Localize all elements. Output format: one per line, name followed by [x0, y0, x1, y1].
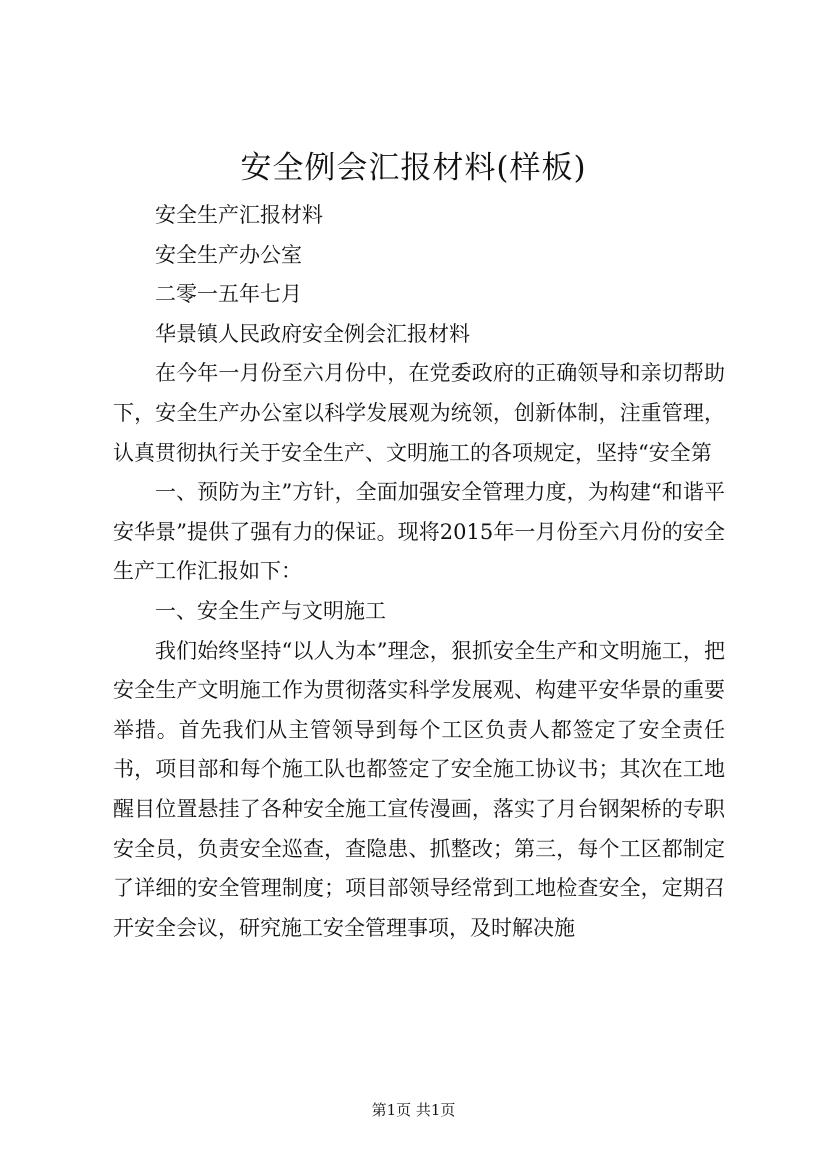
body-paragraph-intro: 在今年一月份至六月份中，在党委政府的正确领导和亲切帮助下，安全生产办公室以科学发展观为统领，创新体制，注重管理，认真贯彻执行关于安全生产、文明施工的各项规定，坚持“安全第 [113, 361, 725, 465]
body-line-subtitle: 华景镇人民政府安全例会汇报材料 [155, 321, 470, 346]
body-paragraph-policy: 一、预防为主”方针，全面加强安全管理力度，为构建“和谐平安华景”提供了强有力的保证。现将2015年一月份至六月份的安全生产工作汇报如下： [113, 480, 725, 584]
document-body [113, 196, 725, 948]
section-heading-safety: 一、安全生产与文明施工 [155, 598, 386, 623]
body-line-date: 二零一五年七月 [155, 282, 302, 307]
body-line-office: 安全生产办公室 [155, 242, 302, 267]
body-line-report-name: 安全生产汇报材料 [155, 203, 323, 227]
document-title: 安全例会汇报材料(样板) [240, 150, 587, 186]
body-paragraph-safety: 我们始终坚持“以人为本”理念，狠抓安全生产和文明施工，把安全生产文明施工作为贯彻落实科学发展观、构建平安华景的重要举措。首先我们从主管领导到每个工区负责人都签定了安全责任书，项目部和每个施工队也都签定了安全施工协议书；其次在工地醒目位置悬挂了各种安全施工宣传漫画，落实了月台钢架桥的专职安全员，负责安全巡查，查隐患、抓整改；第三，每个工区都制定了详细的安全管理制度；项目部领导经常到工地检查安全，定期召开安全会议，研究施工安全管理事项，及时解决施 [113, 638, 725, 940]
page-number-footer: 第1页 共1页 [371, 1101, 456, 1119]
